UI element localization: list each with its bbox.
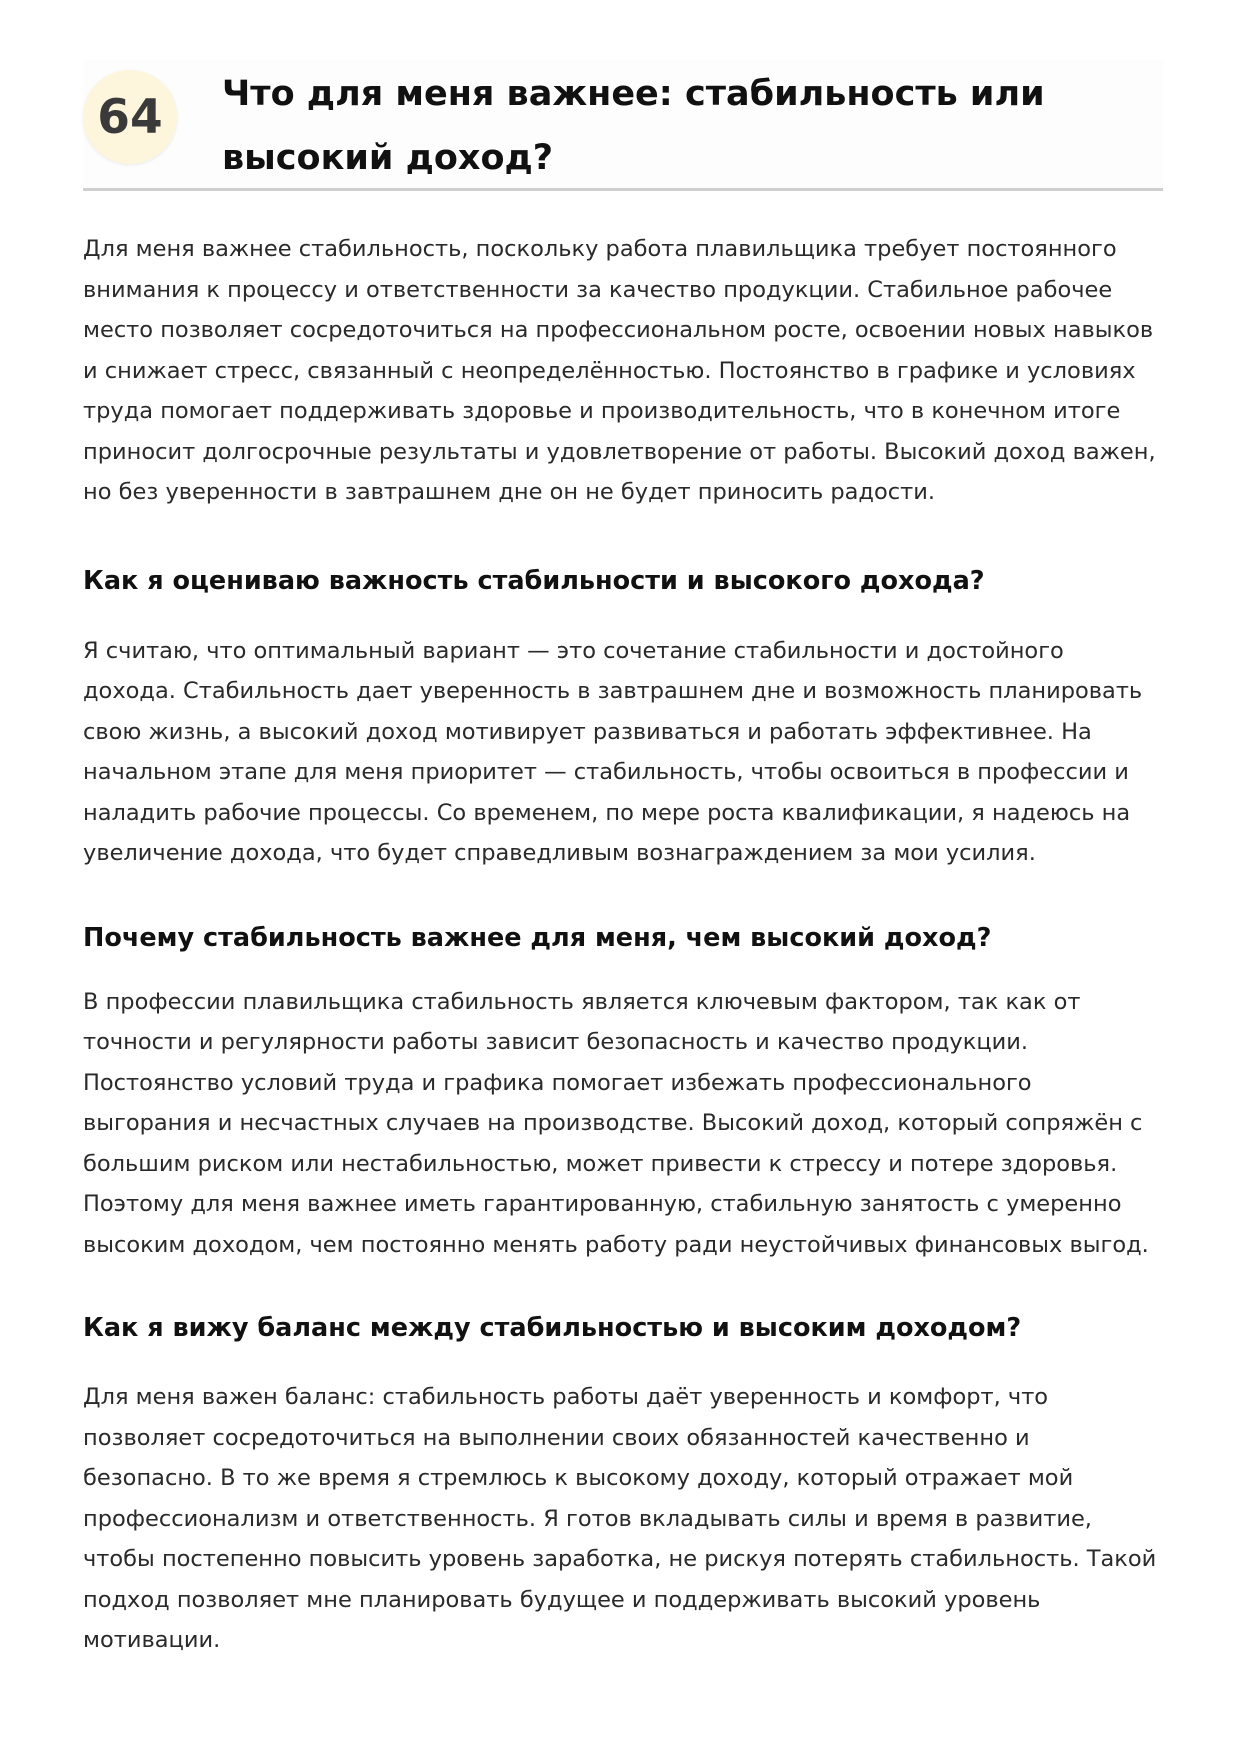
section-heading-assessment: Как я оцениваю важность стабильности и высокого дохода?: [83, 565, 985, 596]
question-header: [83, 60, 1163, 191]
intro-paragraph: Для меня важнее стабильность, поскольку работа плавильщика требует постоянного внимания к процессу и ответственности за качество продукции. Стабильное рабочее место позволяет сосредоточиться на профессиональном росте, освоении новых навыков и снижает стресс, связанный с неопределённостью. Постоянство в графике и условиях труда помогает поддерживать здоровье и производительность, что в конечном итоге приносит долгосрочные результаты и удовлетворение от работы. Высокий доход важен, но без уверенности в завтрашнем дне он не будет приносить радости.: [83, 236, 1156, 505]
section-text-assessment: Я считаю, что оптимальный вариант — это сочетание стабильности и достойного дохода. Стабильность дает уверенность в завтрашнем дне и возможность планировать свою жизнь, а высокий доход мотивирует развиваться и работать эффективнее. На начальном этапе для меня приоритет — стабильность, чтобы освоиться в профессии и наладить рабочие процессы. Со временем, по мере роста квалификации, я надеюсь на увеличение дохода, что будет справедливым вознаграждением за мои усилия.: [83, 637, 1143, 866]
question-title: Что для меня важнее: стабильность или высокий доход?: [222, 74, 1045, 178]
document-page: [83, 60, 1163, 1661]
section-text-balance: Для меня важен баланс: стабильность работы даёт уверенность и комфорт, что позволяет сосредоточиться на выполнении своих обязанностей качественно и безопасно. В то же время я стремлюсь к высокому доходу, который отражает мой профессионализм и ответственность. Я готов вкладывать силы и время в развитие, чтобы постепенно повысить уровень заработка, не рискуя потерять стабильность. Такой подход позволяет мне планировать будущее и поддерживать высокий уровень мотивации.: [83, 1384, 1157, 1653]
section-heading-why-stability: Почему стабильность важнее для меня, чем высокий доход?: [83, 922, 992, 953]
section-text-why-stability: В профессии плавильщика стабильность является ключевым фактором, так как от точности и регулярности работы зависит безопасность и качество продукции. Постоянство условий труда и графика помогает избежать профессионального выгорания и несчастных случаев на производстве. Высокий доход, который сопряжён с большим риском или нестабильностью, может привести к стрессу и потере здоровья. Поэтому для меня важнее иметь гарантированную, стабильную занятость с умеренно высоким доходом, чем постоянно менять работу ради неустойчивых финансовых выгод.: [83, 988, 1149, 1258]
section-heading-balance: Как я вижу баланс между стабильностью и высоким доходом?: [83, 1313, 1022, 1343]
question-number-badge: 64: [83, 70, 177, 164]
